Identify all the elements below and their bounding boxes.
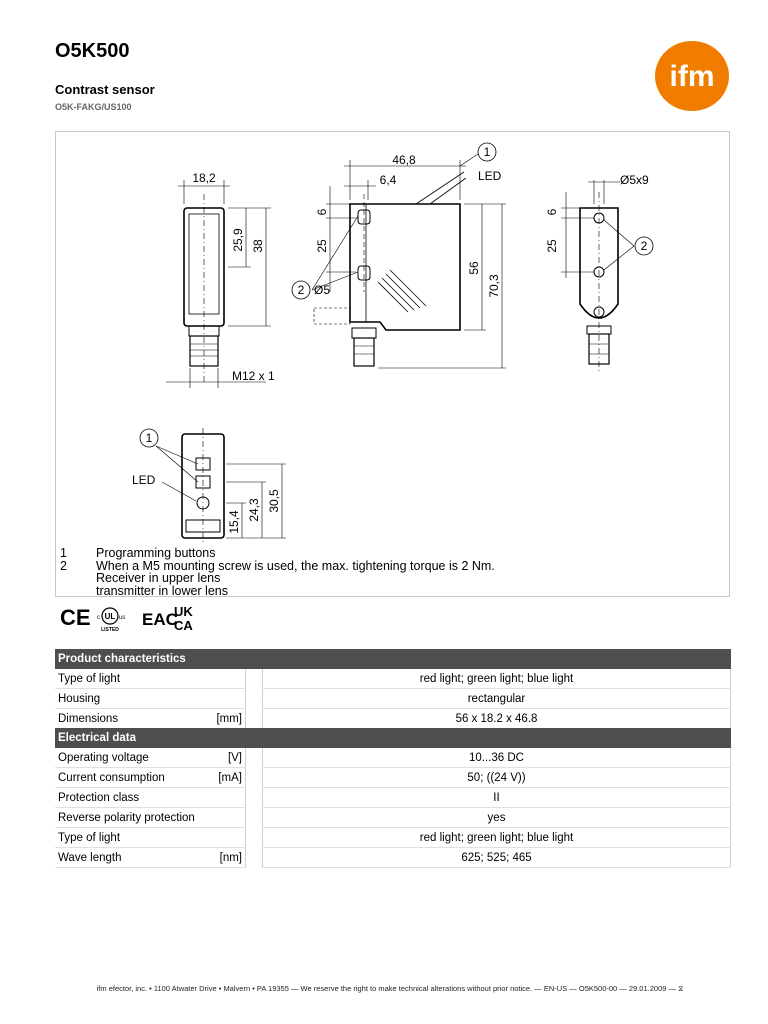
row-unit xyxy=(209,689,246,709)
back-view xyxy=(561,180,634,372)
dim-25: 25 xyxy=(315,239,329,253)
table-row xyxy=(55,768,731,788)
section-heading: Electrical data xyxy=(55,728,731,748)
dim-d5x9: Ø5x9 xyxy=(620,173,649,187)
dim-70-3: 70,3 xyxy=(487,274,501,298)
ukca-top: UK xyxy=(174,604,193,619)
row-label: Reverse polarity protection xyxy=(55,808,209,828)
row-label: Housing xyxy=(55,689,209,709)
eac-mark: EAC xyxy=(142,610,178,629)
note-text: Programming buttons xyxy=(96,546,216,560)
table-row xyxy=(55,709,731,729)
dim-m12: M12 x 1 xyxy=(232,369,275,383)
row-unit xyxy=(209,808,246,828)
ul-mark: UL xyxy=(104,612,116,621)
row-label: Protection class xyxy=(55,788,209,808)
dimension-drawing xyxy=(55,131,730,597)
section-heading: Product characteristics xyxy=(55,649,731,669)
ce-mark: CE xyxy=(60,605,91,630)
electrical-data-table xyxy=(55,728,731,868)
table-row xyxy=(55,689,731,709)
row-value: 625; 525; 465 xyxy=(263,848,731,868)
product-title: O5K500 xyxy=(55,40,130,62)
row-value: red light; green light; blue light xyxy=(263,669,731,689)
page-footer xyxy=(0,984,768,994)
row-unit xyxy=(209,788,246,808)
ul-c: c xyxy=(97,615,100,621)
row-label: Type of light xyxy=(55,669,209,689)
dim-38: 38 xyxy=(251,239,265,253)
dim-6-4: 6,4 xyxy=(379,173,397,187)
dim-56: 56 xyxy=(467,261,481,275)
row-unit: [mA] xyxy=(209,768,246,788)
dim-d5: Ø5 xyxy=(314,283,331,297)
dim-25-back: 25 xyxy=(545,239,559,253)
note-text: transmitter in lower lens xyxy=(96,583,228,598)
row-value: rectangular xyxy=(263,689,731,709)
note-row xyxy=(60,572,495,585)
logo-text: ifm xyxy=(669,60,715,93)
product-characteristics-table xyxy=(55,649,731,729)
row-value: yes xyxy=(263,808,731,828)
footer-text: ifm efector, inc. • 1100 Atwater Drive • Malvern • PA 19355 — We reserve the right to make technical alterations without prior notice. — EN-US — O5K500-00 — 29.01.2009 — xyxy=(96,984,677,993)
note-number xyxy=(60,585,96,598)
detail-view xyxy=(156,428,286,542)
note-row xyxy=(60,585,495,598)
ukca-bottom: CA xyxy=(174,618,193,633)
row-label: Dimensions xyxy=(55,709,209,729)
row-label: Current consumption xyxy=(55,768,209,788)
row-unit xyxy=(209,669,246,689)
table-row xyxy=(55,808,731,828)
note-number: 2 xyxy=(60,558,67,573)
row-unit: [V] xyxy=(209,748,246,768)
dim-6: 6 xyxy=(315,208,329,216)
note-number xyxy=(60,572,96,585)
row-label: Type of light xyxy=(55,828,209,848)
note-text: When a M5 mounting screw is used, the max. tightening torque is 2 Nm. xyxy=(96,558,495,573)
front-view xyxy=(166,180,271,388)
dim-24-3: 24,3 xyxy=(247,498,261,522)
note-text: Receiver in upper lens xyxy=(96,571,221,585)
note-number: 1 xyxy=(60,546,67,560)
row-value: red light; green light; blue light xyxy=(263,828,731,848)
ul-listed: LISTED xyxy=(101,627,119,633)
row-unit: [nm] xyxy=(209,848,246,868)
drawing-notes xyxy=(60,547,495,597)
hourglass-icon: ⧖ xyxy=(678,984,684,993)
callout-2-side-label: 2 xyxy=(297,283,305,297)
row-unit xyxy=(209,828,246,848)
callout-1-detail-label: 1 xyxy=(145,431,153,445)
product-subtitle: Contrast sensor xyxy=(55,82,155,97)
led-label-detail: LED xyxy=(132,473,156,487)
row-label: Operating voltage xyxy=(55,748,209,768)
dim-30-5: 30,5 xyxy=(267,489,281,513)
ul-us: us xyxy=(119,615,126,621)
led-label: LED xyxy=(478,169,502,183)
certification-marks xyxy=(60,603,210,633)
dim-25-9: 25,9 xyxy=(231,228,245,252)
row-label: Wave length xyxy=(55,848,209,868)
note-row xyxy=(60,547,495,560)
table-row xyxy=(55,669,731,689)
ifm-logo xyxy=(654,40,730,112)
row-value: 10...36 DC xyxy=(263,748,731,768)
dim-18-2: 18,2 xyxy=(192,171,216,185)
dim-6-back: 6 xyxy=(545,208,559,216)
side-view xyxy=(312,154,506,368)
dim-15-4: 15,4 xyxy=(227,510,241,534)
table-row xyxy=(55,828,731,848)
row-value: 50; ((24 V)) xyxy=(263,768,731,788)
row-unit: [mm] xyxy=(209,709,246,729)
table-row xyxy=(55,788,731,808)
dim-46-8: 46,8 xyxy=(392,153,416,167)
callout-1-side-label: 1 xyxy=(483,145,491,159)
callout-2-back-label: 2 xyxy=(640,239,648,253)
row-value: 56 x 18.2 x 46.8 xyxy=(263,709,731,729)
product-code: O5K-FAKG/US100 xyxy=(55,102,132,112)
table-row xyxy=(55,748,731,768)
row-value: II xyxy=(263,788,731,808)
table-row xyxy=(55,848,731,868)
